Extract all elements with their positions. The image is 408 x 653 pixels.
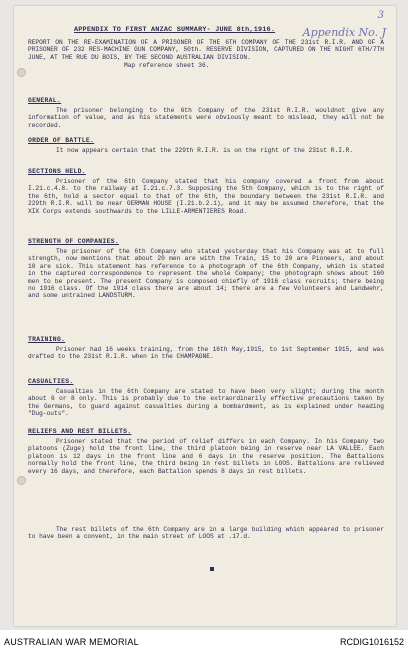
map-reference: Map reference sheet 36.: [124, 62, 210, 70]
section-general: The prisoner belonging to the 6th Company of the 231st R.I.R. wouldnot give any information of value, and as his statements were obviously meant to mislead, they will not be recorded.: [28, 107, 384, 129]
section-reliefs-and-rest-billets: Prisoner stated that the period of relief differs in each Company. In his Company two platoons (Zuge) hold the front line, the third platoon being in reserve near LA VALLEE. Each platoon is 12 days in the front line and 6 days in the reserve position. The Battalions normally hold the front line, the third being in rest billets in LOOS. Battalions are relieved every 16 days, and therefore, each Battalion spends 8 days in rest billets.: [28, 438, 384, 475]
section-order-of-battle: It now appears certain that the 229th R.I.R. is on the right of the 231st R.I.R.: [56, 147, 354, 154]
heading-general: GENERAL.: [28, 97, 62, 104]
handwritten-appendix-note: Appendix No. J: [302, 26, 386, 39]
section-sections-held: Prisoner of the 6th Company stated that his company covered a front from about I.21.c.4.8. to the railway at I.21.c.7.3. Supposing the 5th Company, which is to the right of the 6th, hold a sector equal to that of the 6th, the boundary between the 231st R.I.R. and 229th R.I.R. will be near GERMAN HOUSE (I.21.b.2.1), and it may be assumed therefore, that the XIX Corps extends southwards to the LILLE-ARMENTIERES Road.: [28, 178, 384, 215]
heading-training: TRAINING.: [28, 336, 66, 343]
document-page: [14, 6, 396, 626]
punch-hole-icon: [17, 68, 26, 77]
footer-institution: AUSTRALIAN WAR MEMORIAL: [4, 637, 139, 647]
page-number: 3: [377, 10, 384, 21]
section-strength-of-companies: The prisoner of the 6th Company who stated yesterday that his Company was at to full strength, now mentions that about 20 men are with the Train, 15 to 20 are Pioneers, and about 10 are sick. This statement has reference to a photograph of the 6th Company, which is stated in the captured correspondence to represent the whole Company; the photograph shows about 160 men to be present. The present Company is composed chiefly of 1916 class recruits; there being no 1916 class. Of the 1914 class there are about 14; there are a few Volunteers and Landwehr, and some untrained LANDSTURM.: [28, 248, 384, 300]
punch-hole-icon: [17, 476, 26, 485]
document-title: APPENDIX TO FIRST ANZAC SUMMARY- JUNE 8th,1916.: [74, 26, 276, 34]
section-casualties: Casualties in the 6th Company are stated to have been very slight; during the month about 6 or 8 only. This is probably due to the extraordinarily effective precautions taken by the Germans, to guard against casualties during a bombardment, as is explained under heading "Dug-outs".: [28, 388, 384, 418]
report-intro: REPORT ON THE RE-EXAMINATION OF A PRISONER OF THE 6TH COMPANY OF THE 231st R.I.R. AND OF A PRISONER OF 232 RES-MACHINE GUN COMPANY, 50th. RESERVE DIVISION, CAPTURED ON THE NIGHT 6TH/7TH JUNE, AT THE RUE DU BOIS, BY THE SECOND AUSTRALIAN DIVISION. Map reference sheet 36.: [28, 39, 384, 70]
heading-order-of-battle: ORDER OF BATTLE.: [28, 137, 95, 144]
heading-reliefs-and-rest-billets: RELIEFS AND REST BILLETS.: [28, 428, 132, 435]
footer-record-id: RCDIG1016152: [339, 637, 404, 647]
heading-casualties: CASUALTIES.: [28, 378, 74, 385]
section-rest-billets-location: The rest billets of the 6th Company are in a large building which appeared to prisoner to have been a convent, in the main street of LOOS at .17.d.: [28, 526, 384, 541]
heading-strength-of-companies: STRENGTH OF COMPANIES.: [28, 238, 119, 245]
heading-sections-held: SECTIONS HELD.: [28, 168, 86, 175]
section-training: Prisoner had 16 weeks training, from the 16th May,1915, to 1st September 1915, and was drafted to the 231st R.I.R. when in the CHAMPAGNE.: [28, 346, 384, 361]
archive-footer: [0, 630, 408, 653]
ink-mark: [210, 567, 214, 571]
